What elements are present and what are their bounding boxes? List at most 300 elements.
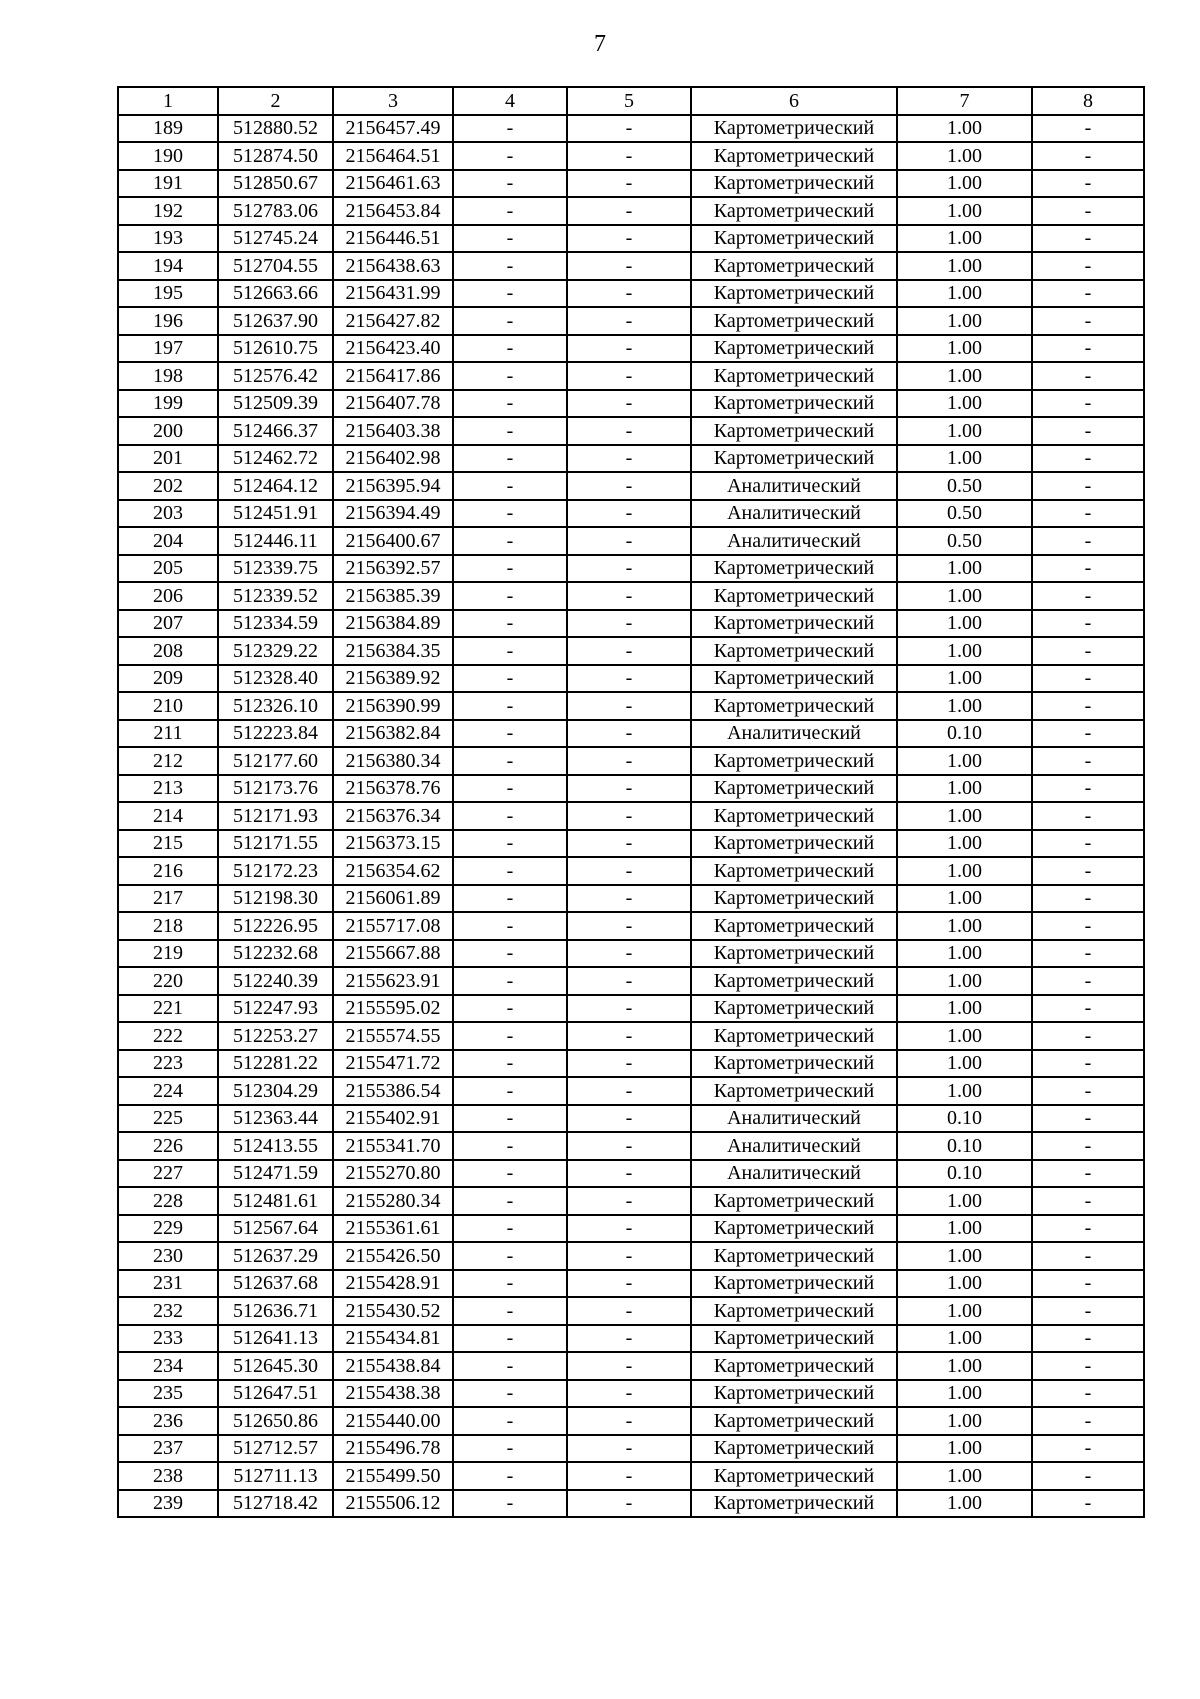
table-row bbox=[118, 252, 1144, 280]
cell-col-4: - bbox=[453, 417, 567, 445]
cell-method: Картометрический bbox=[691, 1297, 897, 1325]
cell-col-8: - bbox=[1032, 307, 1144, 335]
cell-point-number: 195 bbox=[118, 280, 218, 308]
cell-coord-y: 2155426.50 bbox=[333, 1242, 453, 1270]
cell-method: Картометрический bbox=[691, 610, 897, 638]
cell-method: Картометрический bbox=[691, 995, 897, 1023]
cell-coord-x: 512171.55 bbox=[218, 830, 333, 858]
column-header-1: 1 bbox=[118, 87, 218, 115]
cell-coord-y: 2156461.63 bbox=[333, 170, 453, 198]
column-header-3: 3 bbox=[333, 87, 453, 115]
cell-col-5: - bbox=[567, 527, 691, 555]
cell-col-5: - bbox=[567, 417, 691, 445]
cell-method: Картометрический bbox=[691, 1077, 897, 1105]
cell-point-number: 235 bbox=[118, 1380, 218, 1408]
cell-col-8: - bbox=[1032, 1435, 1144, 1463]
cell-accuracy: 1.00 bbox=[897, 445, 1032, 473]
cell-coord-y: 2156427.82 bbox=[333, 307, 453, 335]
table-row bbox=[118, 857, 1144, 885]
cell-accuracy: 1.00 bbox=[897, 692, 1032, 720]
cell-accuracy: 1.00 bbox=[897, 1462, 1032, 1490]
cell-col-8: - bbox=[1032, 857, 1144, 885]
cell-point-number: 199 bbox=[118, 390, 218, 418]
cell-col-4: - bbox=[453, 1490, 567, 1518]
cell-accuracy: 1.00 bbox=[897, 115, 1032, 143]
cell-col-5: - bbox=[567, 445, 691, 473]
cell-col-4: - bbox=[453, 280, 567, 308]
table-row bbox=[118, 472, 1144, 500]
cell-col-4: - bbox=[453, 582, 567, 610]
cell-accuracy: 1.00 bbox=[897, 1407, 1032, 1435]
cell-col-4: - bbox=[453, 170, 567, 198]
cell-point-number: 218 bbox=[118, 912, 218, 940]
cell-point-number: 205 bbox=[118, 555, 218, 583]
cell-col-5: - bbox=[567, 1132, 691, 1160]
cell-accuracy: 0.10 bbox=[897, 1105, 1032, 1133]
cell-coord-y: 2155440.00 bbox=[333, 1407, 453, 1435]
cell-coord-x: 512198.30 bbox=[218, 885, 333, 913]
cell-coord-y: 2156417.86 bbox=[333, 362, 453, 390]
cell-col-8: - bbox=[1032, 1380, 1144, 1408]
cell-coord-y: 2156453.84 bbox=[333, 197, 453, 225]
cell-col-8: - bbox=[1032, 1462, 1144, 1490]
cell-accuracy: 1.00 bbox=[897, 1435, 1032, 1463]
cell-col-4: - bbox=[453, 390, 567, 418]
cell-point-number: 192 bbox=[118, 197, 218, 225]
cell-coord-y: 2155506.12 bbox=[333, 1490, 453, 1518]
cell-method: Картометрический bbox=[691, 1380, 897, 1408]
cell-accuracy: 1.00 bbox=[897, 1270, 1032, 1298]
table-row bbox=[118, 1215, 1144, 1243]
cell-col-5: - bbox=[567, 115, 691, 143]
cell-col-8: - bbox=[1032, 1132, 1144, 1160]
cell-col-8: - bbox=[1032, 500, 1144, 528]
table-row bbox=[118, 802, 1144, 830]
cell-col-5: - bbox=[567, 967, 691, 995]
table-row bbox=[118, 1352, 1144, 1380]
cell-coord-y: 2155341.70 bbox=[333, 1132, 453, 1160]
cell-col-5: - bbox=[567, 1297, 691, 1325]
cell-col-8: - bbox=[1032, 637, 1144, 665]
cell-point-number: 222 bbox=[118, 1022, 218, 1050]
cell-accuracy: 1.00 bbox=[897, 1490, 1032, 1518]
table-row bbox=[118, 885, 1144, 913]
column-header-6: 6 bbox=[691, 87, 897, 115]
cell-col-5: - bbox=[567, 390, 691, 418]
cell-accuracy: 1.00 bbox=[897, 1050, 1032, 1078]
cell-point-number: 208 bbox=[118, 637, 218, 665]
table-row bbox=[118, 692, 1144, 720]
cell-point-number: 220 bbox=[118, 967, 218, 995]
cell-accuracy: 1.00 bbox=[897, 280, 1032, 308]
cell-point-number: 207 bbox=[118, 610, 218, 638]
table-row bbox=[118, 720, 1144, 748]
cell-col-8: - bbox=[1032, 912, 1144, 940]
cell-method: Картометрический bbox=[691, 170, 897, 198]
cell-accuracy: 1.00 bbox=[897, 142, 1032, 170]
cell-method: Аналитический bbox=[691, 500, 897, 528]
cell-coord-y: 2156376.34 bbox=[333, 802, 453, 830]
cell-coord-x: 512481.61 bbox=[218, 1187, 333, 1215]
table-row bbox=[118, 170, 1144, 198]
cell-col-5: - bbox=[567, 1462, 691, 1490]
cell-col-8: - bbox=[1032, 115, 1144, 143]
cell-col-8: - bbox=[1032, 1160, 1144, 1188]
cell-coord-x: 512171.93 bbox=[218, 802, 333, 830]
cell-method: Картометрический bbox=[691, 197, 897, 225]
cell-col-5: - bbox=[567, 1050, 691, 1078]
cell-coord-y: 2155595.02 bbox=[333, 995, 453, 1023]
cell-col-5: - bbox=[567, 472, 691, 500]
cell-col-4: - bbox=[453, 1435, 567, 1463]
cell-col-8: - bbox=[1032, 995, 1144, 1023]
cell-coord-x: 512304.29 bbox=[218, 1077, 333, 1105]
cell-col-4: - bbox=[453, 1325, 567, 1353]
cell-coord-x: 512718.42 bbox=[218, 1490, 333, 1518]
cell-method: Картометрический bbox=[691, 940, 897, 968]
cell-method: Картометрический bbox=[691, 307, 897, 335]
table-row bbox=[118, 1462, 1144, 1490]
cell-col-4: - bbox=[453, 500, 567, 528]
cell-col-5: - bbox=[567, 857, 691, 885]
cell-col-8: - bbox=[1032, 472, 1144, 500]
cell-coord-x: 512745.24 bbox=[218, 225, 333, 253]
cell-col-8: - bbox=[1032, 1297, 1144, 1325]
cell-point-number: 202 bbox=[118, 472, 218, 500]
cell-point-number: 204 bbox=[118, 527, 218, 555]
cell-accuracy: 1.00 bbox=[897, 1297, 1032, 1325]
cell-point-number: 196 bbox=[118, 307, 218, 335]
cell-col-8: - bbox=[1032, 445, 1144, 473]
cell-col-5: - bbox=[567, 775, 691, 803]
cell-col-4: - bbox=[453, 1407, 567, 1435]
cell-col-4: - bbox=[453, 637, 567, 665]
cell-coord-y: 2156457.49 bbox=[333, 115, 453, 143]
cell-point-number: 223 bbox=[118, 1050, 218, 1078]
cell-col-8: - bbox=[1032, 225, 1144, 253]
cell-col-4: - bbox=[453, 335, 567, 363]
cell-coord-y: 2156378.76 bbox=[333, 775, 453, 803]
cell-col-8: - bbox=[1032, 280, 1144, 308]
cell-col-8: - bbox=[1032, 775, 1144, 803]
cell-method: Картометрический bbox=[691, 692, 897, 720]
cell-method: Картометрический bbox=[691, 1215, 897, 1243]
table-row bbox=[118, 1490, 1144, 1518]
table-row bbox=[118, 1435, 1144, 1463]
cell-col-5: - bbox=[567, 1215, 691, 1243]
table-row bbox=[118, 995, 1144, 1023]
cell-accuracy: 1.00 bbox=[897, 1187, 1032, 1215]
cell-method: Картометрический bbox=[691, 857, 897, 885]
cell-col-4: - bbox=[453, 1105, 567, 1133]
cell-accuracy: 1.00 bbox=[897, 170, 1032, 198]
cell-col-4: - bbox=[453, 885, 567, 913]
cell-point-number: 237 bbox=[118, 1435, 218, 1463]
cell-col-5: - bbox=[567, 335, 691, 363]
cell-col-8: - bbox=[1032, 1022, 1144, 1050]
cell-col-4: - bbox=[453, 940, 567, 968]
cell-col-4: - bbox=[453, 747, 567, 775]
cell-coord-x: 512413.55 bbox=[218, 1132, 333, 1160]
cell-col-5: - bbox=[567, 720, 691, 748]
cell-col-8: - bbox=[1032, 665, 1144, 693]
cell-col-8: - bbox=[1032, 527, 1144, 555]
cell-accuracy: 1.00 bbox=[897, 940, 1032, 968]
cell-method: Картометрический bbox=[691, 967, 897, 995]
cell-coord-y: 2155280.34 bbox=[333, 1187, 453, 1215]
cell-method: Картометрический bbox=[691, 1435, 897, 1463]
table-row bbox=[118, 335, 1144, 363]
cell-col-4: - bbox=[453, 830, 567, 858]
cell-coord-y: 2156061.89 bbox=[333, 885, 453, 913]
cell-point-number: 194 bbox=[118, 252, 218, 280]
cell-accuracy: 1.00 bbox=[897, 1215, 1032, 1243]
cell-accuracy: 1.00 bbox=[897, 1022, 1032, 1050]
table-row bbox=[118, 1077, 1144, 1105]
cell-col-5: - bbox=[567, 940, 691, 968]
cell-point-number: 226 bbox=[118, 1132, 218, 1160]
cell-method: Картометрический bbox=[691, 1187, 897, 1215]
cell-col-5: - bbox=[567, 1242, 691, 1270]
cell-col-5: - bbox=[567, 665, 691, 693]
table-row bbox=[118, 417, 1144, 445]
cell-col-8: - bbox=[1032, 555, 1144, 583]
cell-col-8: - bbox=[1032, 170, 1144, 198]
table-row bbox=[118, 225, 1144, 253]
cell-col-5: - bbox=[567, 692, 691, 720]
cell-coord-x: 512177.60 bbox=[218, 747, 333, 775]
cell-coord-x: 512253.27 bbox=[218, 1022, 333, 1050]
cell-method: Картометрический bbox=[691, 1490, 897, 1518]
cell-coord-x: 512466.37 bbox=[218, 417, 333, 445]
cell-method: Картометрический bbox=[691, 1242, 897, 1270]
cell-coord-y: 2155471.72 bbox=[333, 1050, 453, 1078]
table-row bbox=[118, 1297, 1144, 1325]
cell-point-number: 216 bbox=[118, 857, 218, 885]
cell-col-8: - bbox=[1032, 1270, 1144, 1298]
cell-point-number: 229 bbox=[118, 1215, 218, 1243]
cell-col-8: - bbox=[1032, 830, 1144, 858]
cell-accuracy: 1.00 bbox=[897, 1077, 1032, 1105]
cell-col-4: - bbox=[453, 720, 567, 748]
cell-col-4: - bbox=[453, 445, 567, 473]
cell-method: Картометрический bbox=[691, 1352, 897, 1380]
page-number: 7 bbox=[594, 31, 606, 57]
cell-method: Аналитический bbox=[691, 1160, 897, 1188]
cell-col-8: - bbox=[1032, 197, 1144, 225]
cell-accuracy: 1.00 bbox=[897, 802, 1032, 830]
cell-col-5: - bbox=[567, 885, 691, 913]
cell-coord-y: 2155270.80 bbox=[333, 1160, 453, 1188]
cell-col-4: - bbox=[453, 802, 567, 830]
cell-coord-y: 2156384.89 bbox=[333, 610, 453, 638]
cell-col-8: - bbox=[1032, 1187, 1144, 1215]
cell-coord-y: 2156403.38 bbox=[333, 417, 453, 445]
cell-point-number: 189 bbox=[118, 115, 218, 143]
cell-accuracy: 1.00 bbox=[897, 775, 1032, 803]
column-header-2: 2 bbox=[218, 87, 333, 115]
cell-col-8: - bbox=[1032, 252, 1144, 280]
table-row bbox=[118, 912, 1144, 940]
cell-coord-x: 512328.40 bbox=[218, 665, 333, 693]
cell-coord-y: 2156354.62 bbox=[333, 857, 453, 885]
cell-coord-x: 512645.30 bbox=[218, 1352, 333, 1380]
cell-method: Картометрический bbox=[691, 1325, 897, 1353]
cell-col-5: - bbox=[567, 500, 691, 528]
cell-coord-y: 2155717.08 bbox=[333, 912, 453, 940]
cell-col-8: - bbox=[1032, 747, 1144, 775]
table-row bbox=[118, 665, 1144, 693]
table-row bbox=[118, 115, 1144, 143]
cell-accuracy: 1.00 bbox=[897, 885, 1032, 913]
cell-coord-x: 512650.86 bbox=[218, 1407, 333, 1435]
cell-coord-x: 512451.91 bbox=[218, 500, 333, 528]
cell-point-number: 215 bbox=[118, 830, 218, 858]
cell-method: Картометрический bbox=[691, 747, 897, 775]
table-row bbox=[118, 500, 1144, 528]
cell-col-8: - bbox=[1032, 692, 1144, 720]
cell-point-number: 221 bbox=[118, 995, 218, 1023]
cell-method: Картометрический bbox=[691, 830, 897, 858]
cell-col-4: - bbox=[453, 472, 567, 500]
cell-accuracy: 1.00 bbox=[897, 1352, 1032, 1380]
cell-coord-y: 2155623.91 bbox=[333, 967, 453, 995]
cell-point-number: 224 bbox=[118, 1077, 218, 1105]
table-row bbox=[118, 527, 1144, 555]
cell-col-8: - bbox=[1032, 1325, 1144, 1353]
cell-col-4: - bbox=[453, 555, 567, 583]
cell-col-8: - bbox=[1032, 1407, 1144, 1435]
cell-point-number: 236 bbox=[118, 1407, 218, 1435]
cell-point-number: 217 bbox=[118, 885, 218, 913]
cell-method: Картометрический bbox=[691, 390, 897, 418]
cell-coord-y: 2156394.49 bbox=[333, 500, 453, 528]
cell-method: Картометрический bbox=[691, 225, 897, 253]
cell-col-4: - bbox=[453, 197, 567, 225]
cell-col-4: - bbox=[453, 1160, 567, 1188]
column-header-8: 8 bbox=[1032, 87, 1144, 115]
cell-coord-x: 512462.72 bbox=[218, 445, 333, 473]
cell-method: Картометрический bbox=[691, 252, 897, 280]
cell-accuracy: 1.00 bbox=[897, 747, 1032, 775]
cell-col-8: - bbox=[1032, 1490, 1144, 1518]
cell-col-4: - bbox=[453, 225, 567, 253]
table-row bbox=[118, 1132, 1144, 1160]
cell-col-5: - bbox=[567, 1105, 691, 1133]
cell-point-number: 225 bbox=[118, 1105, 218, 1133]
cell-method: Аналитический bbox=[691, 472, 897, 500]
table-row bbox=[118, 940, 1144, 968]
cell-col-4: - bbox=[453, 362, 567, 390]
cell-col-4: - bbox=[453, 142, 567, 170]
cell-col-8: - bbox=[1032, 1050, 1144, 1078]
cell-coord-x: 512647.51 bbox=[218, 1380, 333, 1408]
cell-method: Картометрический bbox=[691, 417, 897, 445]
cell-coord-x: 512446.11 bbox=[218, 527, 333, 555]
cell-coord-y: 2155428.91 bbox=[333, 1270, 453, 1298]
cell-method: Картометрический bbox=[691, 1407, 897, 1435]
cell-col-4: - bbox=[453, 1242, 567, 1270]
cell-method: Аналитический bbox=[691, 527, 897, 555]
table-row bbox=[118, 775, 1144, 803]
cell-coord-x: 512783.06 bbox=[218, 197, 333, 225]
cell-col-4: - bbox=[453, 1187, 567, 1215]
cell-coord-y: 2156438.63 bbox=[333, 252, 453, 280]
cell-col-5: - bbox=[567, 1270, 691, 1298]
cell-coord-x: 512247.93 bbox=[218, 995, 333, 1023]
cell-method: Картометрический bbox=[691, 637, 897, 665]
table-row bbox=[118, 1380, 1144, 1408]
table-row bbox=[118, 1270, 1144, 1298]
cell-coord-x: 512281.22 bbox=[218, 1050, 333, 1078]
cell-col-5: - bbox=[567, 307, 691, 335]
cell-coord-x: 512339.75 bbox=[218, 555, 333, 583]
cell-col-5: - bbox=[567, 1407, 691, 1435]
cell-accuracy: 1.00 bbox=[897, 362, 1032, 390]
column-header-7: 7 bbox=[897, 87, 1032, 115]
cell-col-4: - bbox=[453, 1215, 567, 1243]
cell-col-4: - bbox=[453, 665, 567, 693]
cell-point-number: 219 bbox=[118, 940, 218, 968]
cell-col-8: - bbox=[1032, 142, 1144, 170]
table-row bbox=[118, 830, 1144, 858]
cell-point-number: 239 bbox=[118, 1490, 218, 1518]
cell-accuracy: 0.10 bbox=[897, 720, 1032, 748]
cell-coord-x: 512610.75 bbox=[218, 335, 333, 363]
cell-coord-y: 2155434.81 bbox=[333, 1325, 453, 1353]
cell-coord-x: 512363.44 bbox=[218, 1105, 333, 1133]
cell-col-5: - bbox=[567, 555, 691, 583]
table-row bbox=[118, 362, 1144, 390]
cell-coord-x: 512232.68 bbox=[218, 940, 333, 968]
cell-col-5: - bbox=[567, 995, 691, 1023]
cell-coord-y: 2156380.34 bbox=[333, 747, 453, 775]
cell-coord-x: 512637.29 bbox=[218, 1242, 333, 1270]
cell-coord-x: 512880.52 bbox=[218, 115, 333, 143]
cell-coord-x: 512712.57 bbox=[218, 1435, 333, 1463]
table-row bbox=[118, 1105, 1144, 1133]
table-row bbox=[118, 1022, 1144, 1050]
cell-method: Картометрический bbox=[691, 555, 897, 583]
table-row bbox=[118, 967, 1144, 995]
cell-accuracy: 1.00 bbox=[897, 1242, 1032, 1270]
cell-accuracy: 0.10 bbox=[897, 1132, 1032, 1160]
cell-accuracy: 1.00 bbox=[897, 252, 1032, 280]
table-row bbox=[118, 142, 1144, 170]
cell-col-8: - bbox=[1032, 967, 1144, 995]
cell-coord-x: 512471.59 bbox=[218, 1160, 333, 1188]
cell-point-number: 234 bbox=[118, 1352, 218, 1380]
cell-col-5: - bbox=[567, 637, 691, 665]
cell-col-8: - bbox=[1032, 582, 1144, 610]
cell-col-5: - bbox=[567, 1325, 691, 1353]
cell-col-5: - bbox=[567, 802, 691, 830]
table-row bbox=[118, 197, 1144, 225]
cell-col-4: - bbox=[453, 115, 567, 143]
cell-col-4: - bbox=[453, 307, 567, 335]
cell-col-5: - bbox=[567, 1352, 691, 1380]
cell-coord-x: 512240.39 bbox=[218, 967, 333, 995]
cell-col-8: - bbox=[1032, 390, 1144, 418]
table-row bbox=[118, 637, 1144, 665]
cell-col-4: - bbox=[453, 1380, 567, 1408]
cell-point-number: 228 bbox=[118, 1187, 218, 1215]
cell-col-4: - bbox=[453, 995, 567, 1023]
cell-method: Картометрический bbox=[691, 280, 897, 308]
cell-point-number: 230 bbox=[118, 1242, 218, 1270]
cell-point-number: 201 bbox=[118, 445, 218, 473]
cell-point-number: 206 bbox=[118, 582, 218, 610]
